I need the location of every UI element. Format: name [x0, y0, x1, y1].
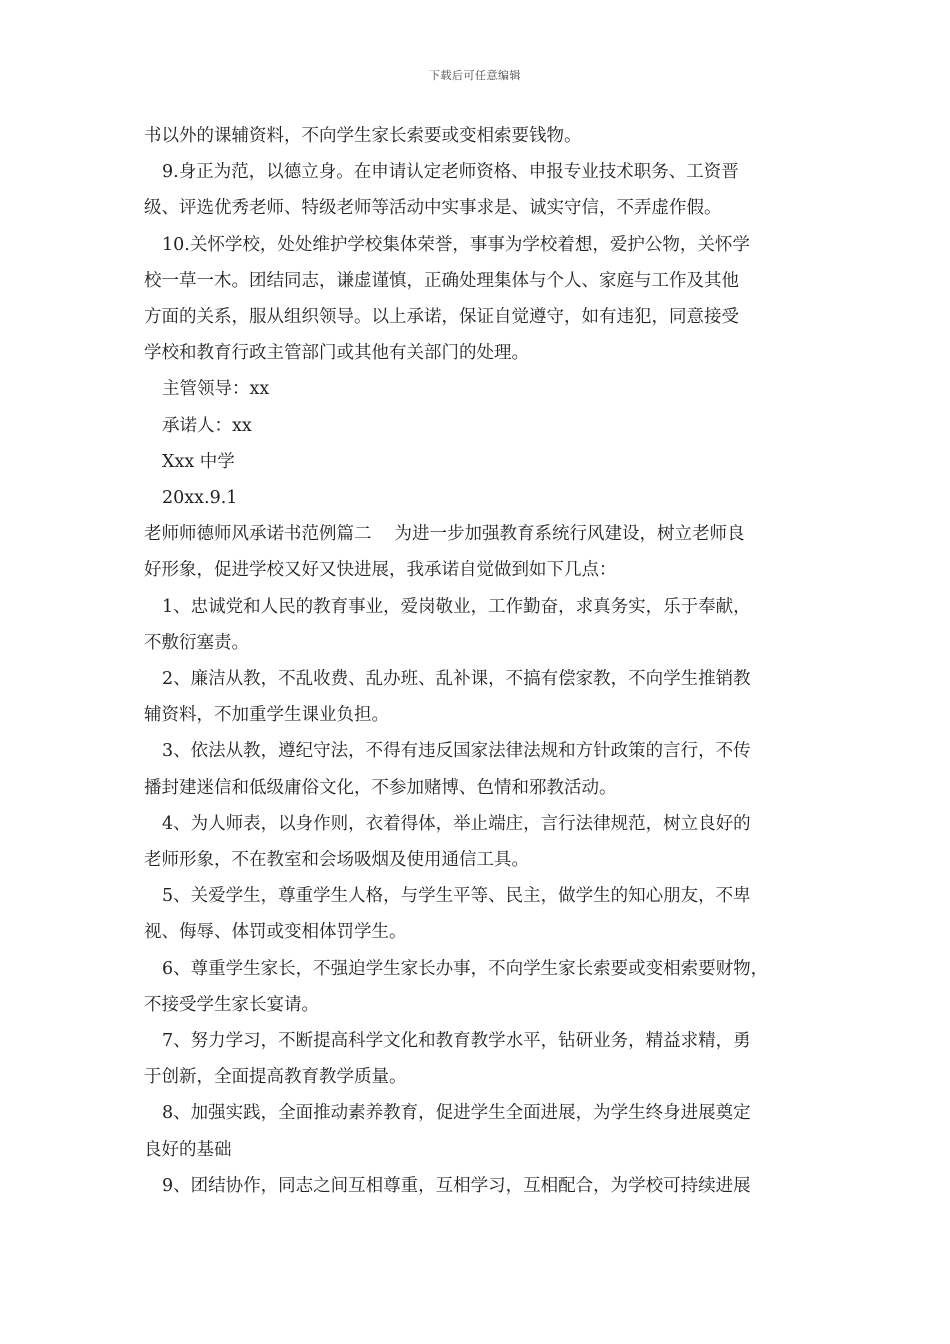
text-line: 2、廉洁从教，不乱收费、乱办班、乱补课，不搞有偿家教，不向学生推销教 — [162, 669, 751, 690]
text-line: 8、加强实践，全面推动素养教育，促进学生全面进展，为学生终身进展奠定 — [162, 1103, 751, 1124]
text-line: Xxx 中学 — [162, 451, 235, 472]
text-line: 辅资料，不加重学生课业负担。 — [144, 705, 389, 726]
text-line: 3、依法从教，遵纪守法，不得有违反国家法律法规和方针政策的言行，不传 — [162, 741, 751, 762]
text-line: 老师形象，不在教室和会场吸烟及使用通信工具。 — [144, 850, 529, 871]
text-line: 级、评选优秀老师、特级老师等活动中实事求是、诚实守信，不弄虚作假。 — [144, 198, 722, 219]
page-header: 下载后可任意编辑 — [429, 69, 521, 82]
text-line: 20xx.9.1 — [162, 488, 238, 509]
text-line: 播封建迷信和低级庸俗文化，不参加赌博、色情和邪教活动。 — [144, 777, 617, 798]
text-line: 9、团结协作，同志之间互相尊重，互相学习，互相配合，为学校可持续进展 — [162, 1175, 751, 1196]
text-line: 6、尊重学生家长，不强迫学生家长办事，不向学生家长索要或变相索要财物， — [162, 958, 769, 979]
text-line: 不敷衍塞责。 — [144, 632, 249, 653]
text-line: 1、忠诚党和人民的教育事业，爱岗敬业，工作勤奋，求真务实，乐于奉献， — [162, 596, 751, 617]
text-line: 老师师德师风承诺书范例篇二 为进一步加强教育系统行风建设，树立老师良 — [144, 524, 745, 545]
text-line: 5、关爱学生，尊重学生人格，与学生平等、民主，做学生的知心朋友，不卑 — [162, 886, 751, 907]
text-line: 于创新，全面提高教育教学质量。 — [144, 1067, 407, 1088]
text-line: 好形象，促进学校又好又快进展，我承诺自觉做到如下几点： — [144, 560, 617, 581]
text-line: 视、侮辱、体罚或变相体罚学生。 — [144, 922, 407, 943]
text-line: 学校和教育行政主管部门或其他有关部门的处理。 — [144, 343, 529, 364]
text-line: 10.关怀学校，处处维护学校集体荣誉，事事为学校着想，爱护公物，关怀学 — [162, 234, 750, 255]
text-line: 方面的关系，服从组织领导。以上承诺，保证自觉遵守，如有违犯，同意接受 — [144, 307, 739, 328]
text-line: 校一草一木。团结同志，谦虚谨慎，正确处理集体与个人、家庭与工作及其他 — [144, 270, 739, 291]
text-line: 主管领导：xx — [162, 379, 270, 400]
text-line: 9.身正为范，以德立身。在申请认定老师资格、申报专业技术职务、工资晋 — [162, 162, 739, 183]
document-body — [144, 118, 812, 1204]
text-line: 不接受学生家长宴请。 — [144, 994, 319, 1015]
text-line: 良好的基础 — [144, 1139, 232, 1160]
text-line: 书以外的课辅资料，不向学生家长索要或变相索要钱物。 — [144, 126, 582, 146]
text-line: 承诺人：xx — [162, 415, 252, 436]
text-line: 7、努力学习，不断提高科学文化和教育教学水平，钻研业务，精益求精，勇 — [162, 1031, 751, 1052]
text-line: 4、为人师表，以身作则，衣着得体，举止端庄，言行法律规范，树立良好的 — [162, 813, 751, 834]
